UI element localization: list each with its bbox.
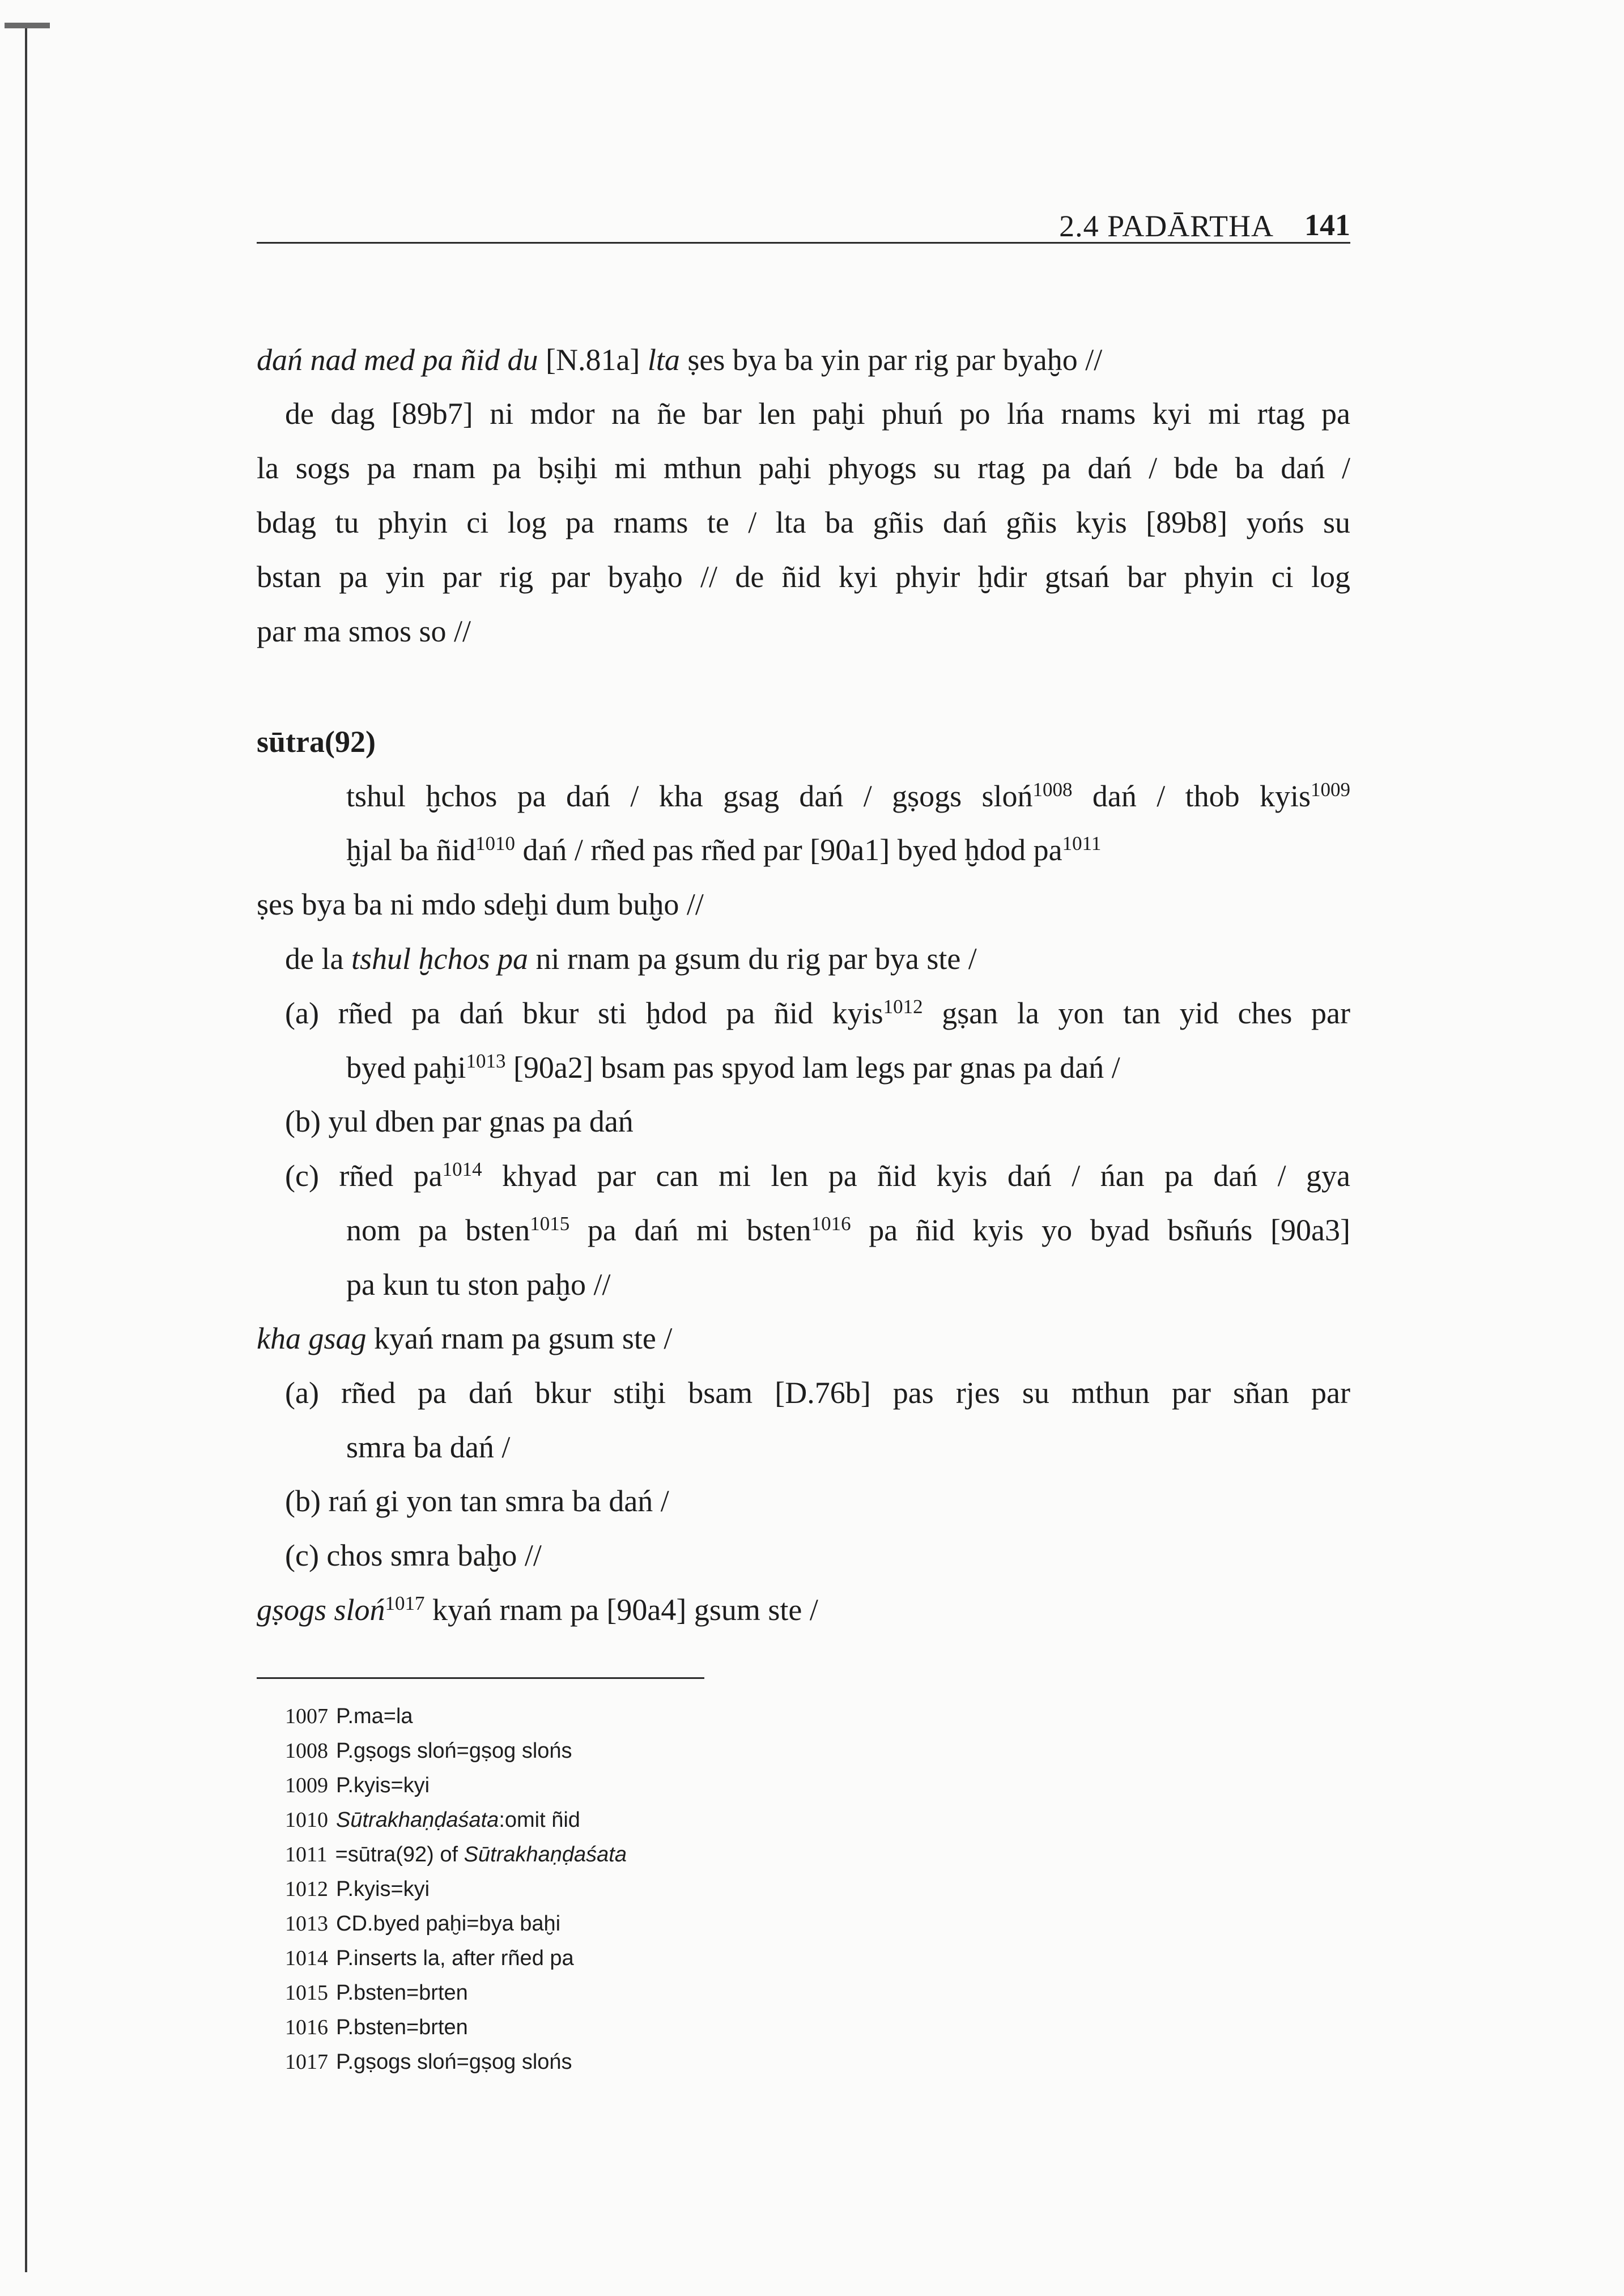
sutra-line: ḫjal ba ñid$^{1010}$ dań / rñed pas rñed par [90a1] byed ḫdod $pa^{1011}$ [346, 832, 1102, 867]
footnote-number: 1015 [285, 1981, 328, 2005]
footnote-number: 1017 [285, 2050, 328, 2074]
list-item: (b) rań gi yon tan smra ba dań / [285, 1484, 669, 1518]
footnote-1009 [285, 1775, 430, 1796]
footnote-1011 [285, 1844, 627, 1865]
binding-mark [5, 23, 50, 28]
footnote-rule [257, 1677, 704, 1679]
footnote-1015 [285, 1982, 468, 2004]
footnote-1010 [285, 1809, 580, 1831]
running-header [257, 204, 1350, 249]
text-line: de dag [89b7] ni mdor na ñe bar len paḫi phuń po lńa rnams kyi mi rtag pa [285, 397, 1350, 431]
footnote-text: P.kyis=kyi [336, 1774, 430, 1797]
list-item-cont: pa kun tu ston paḫo // [346, 1268, 611, 1302]
list-item-cont: smra ba dań / [346, 1430, 511, 1464]
text-line: gṣogs sloń$^{1017}$ kyań rnam pa [90a4] gsum ste / [257, 1592, 818, 1627]
section-title: 2.4 PADĀRTHA [1059, 209, 1274, 243]
text-line: de la tshul ḫchos pa ni rnam pa gsum du rig par bya ste / [285, 942, 977, 976]
page-binding-edge [25, 28, 27, 2272]
footnote-number: 1012 [285, 1877, 328, 1901]
footnote-number: 1011 [285, 1843, 328, 1866]
list-item: (a) rñed pa dań bkur sti ḫdod pa ñid kyis$^{1012}$ gṣan la yon tan yid ches par [285, 996, 1350, 1030]
list-item: (c) chos smra baḫo // [285, 1538, 542, 1572]
footnote-text: CD.byed paḫi=bya baḫi [336, 1912, 561, 1936]
text-line: bdag tu phyin ci log pa rnams te / lta ba gñis dań gñis kyis [89b8] yońs su [257, 505, 1350, 539]
list-item: (b) yul dben par gnas pa dań [285, 1104, 634, 1138]
footnote-text: P.gṣogs sloń=gṣog slońs [336, 2050, 572, 2074]
footnote-text: Sūtrakhaṇḍaśata:omit ñid [336, 1808, 580, 1832]
footnote-text: P.gṣogs sloń=gṣog slońs [336, 1739, 572, 1763]
list-item-cont: byed paḫi$^{1013}$ [90a2] bsam pas spyod lam legs par gnas pa dań / [346, 1050, 1120, 1085]
footnote-number: 1007 [285, 1704, 328, 1728]
footnote-text: P.inserts la, after rñed pa [336, 1946, 574, 1970]
text-line: la sogs pa rnam pa bṣiḫi mi mthun paḫi phyogs su rtag pa dań / bde ba dań / [257, 451, 1350, 485]
footnote-1013 [285, 1913, 560, 1934]
footnote-number: 1016 [285, 2016, 328, 2039]
footnote-text: P.bsten=brten [336, 1981, 468, 2005]
footnote-number: 1014 [285, 1946, 328, 1970]
list-item-cont: nom pa bsten$^{1015}$ pa dań mi bsten$^{1016}$ pa ñid kyis yo byad bsñuńs [90a3] [346, 1213, 1350, 1247]
text-line: kha gsag kyań rnam pa gsum ste / [257, 1321, 673, 1355]
footnote-number: 1013 [285, 1912, 328, 1936]
page-number: 141 [1304, 208, 1350, 242]
text-line: bstan pa yin par rig par byaḫo // de ñid kyi phyir ḫdir gtsań bar phyin ci log [257, 560, 1350, 594]
text-line: ṣes bya ba ni mdo sdeḫi dum buḫo // [257, 887, 704, 921]
footnote-number: 1009 [285, 1774, 328, 1797]
footnote-text: =sūtra(92) of Sūtrakhaṇḍaśata [335, 1843, 627, 1866]
footnote-1017 [285, 2051, 572, 2073]
list-item: (a) rñed pa dań bkur stiḫi bsam [D.76b] pas rjes su mthun par sñan par [285, 1376, 1350, 1410]
footnote-1016 [285, 2017, 468, 2038]
text-line: dań nad med pa ñid du [N.81a] lta ṣes bya ba yin par rig par byaḫo // [257, 343, 1103, 377]
sutra-heading: sūtra(92) [257, 725, 376, 759]
footnote-1012 [285, 1878, 430, 1900]
footnote-1014 [285, 1948, 574, 1969]
footnote-text: P.kyis=kyi [336, 1877, 430, 1901]
footnote-text: P.bsten=brten [336, 2016, 468, 2039]
footnote-1007 [285, 1706, 413, 1727]
list-item: (c) rñed $pa^{1014}$ khyad par can mi len pa ñid kyis dań / ńan pa dań / gya [285, 1158, 1350, 1193]
footnote-number: 1010 [285, 1808, 328, 1832]
footnote-text: P.ma=la [336, 1704, 413, 1728]
footnote-1008 [285, 1740, 572, 1762]
text-line: par ma smos so // [257, 614, 471, 648]
footnote-number: 1008 [285, 1739, 328, 1763]
sutra-line: tshul ḫchos pa dań / kha gsag dań / gṣogs sloń$^{1008}$ dań / thob kyis$^{1009}$ [346, 779, 1350, 813]
